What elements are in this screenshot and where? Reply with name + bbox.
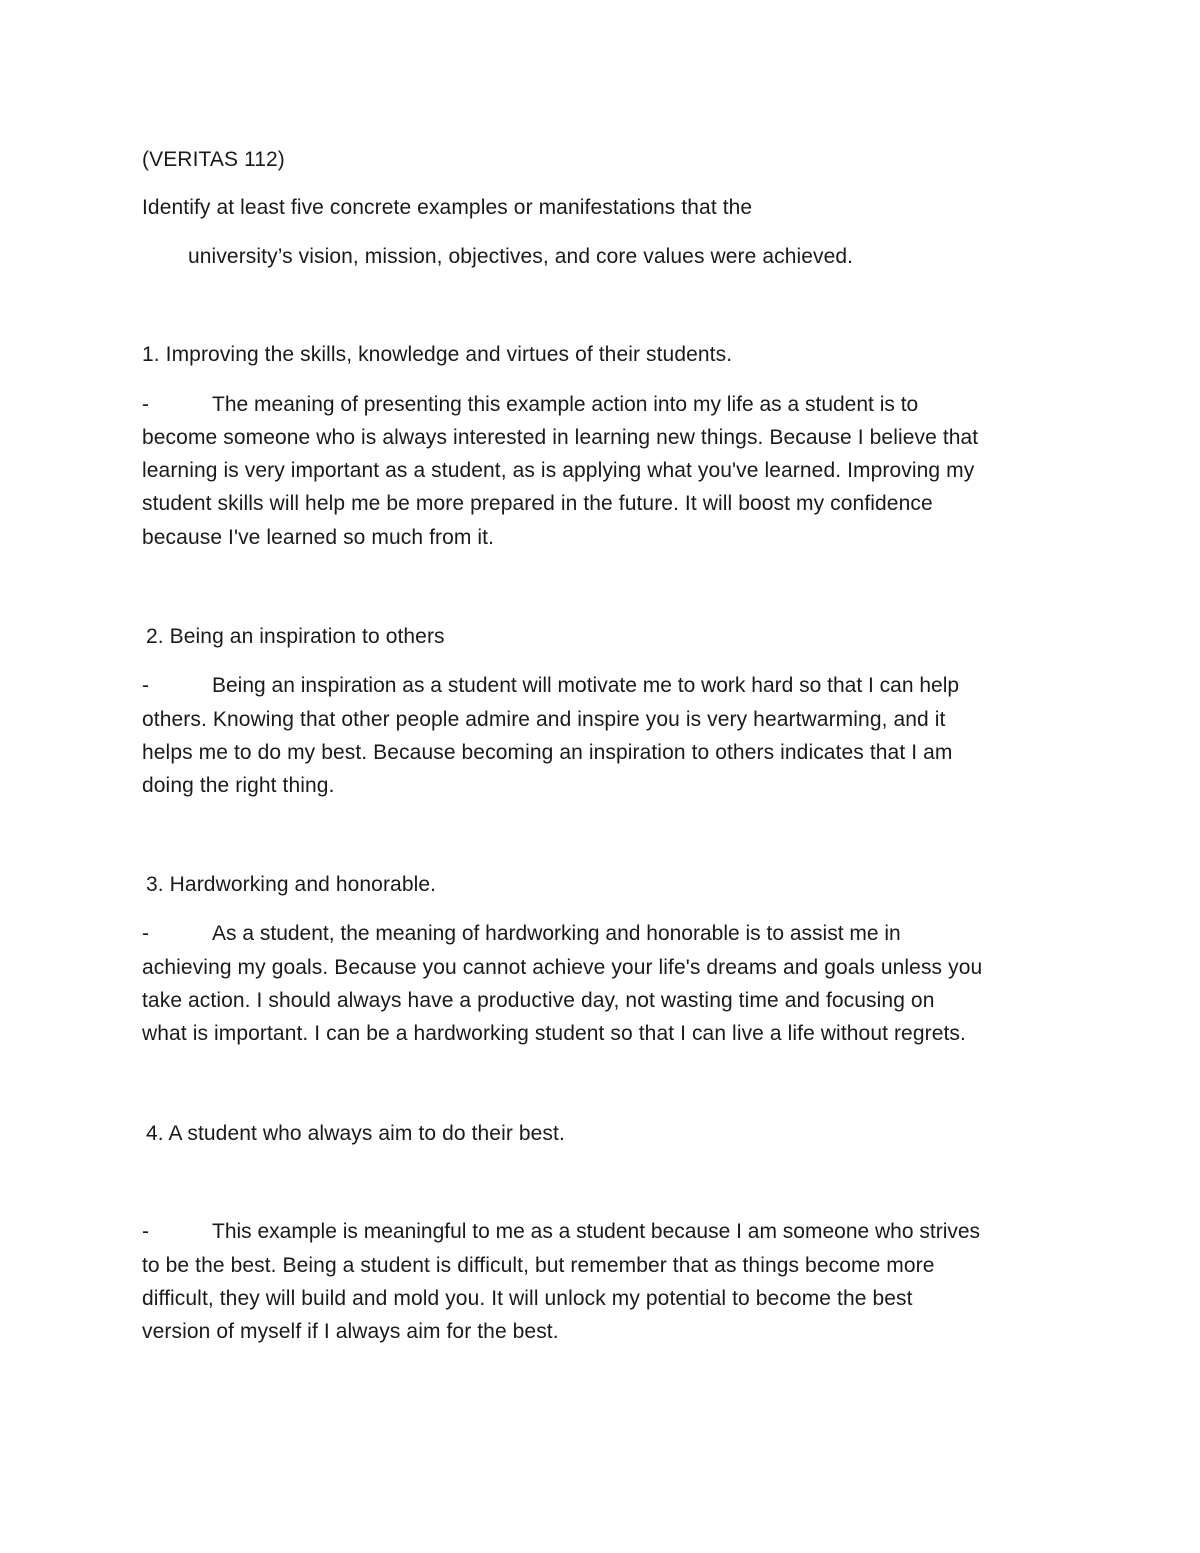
item-1-line-5: because I've learned so much from it. xyxy=(142,526,495,549)
item-2-line-2: others. Knowing that other people admire and inspire you is very heartwarming, and it xyxy=(142,708,946,731)
bullet-dash: - xyxy=(142,674,149,697)
item-3-line-3: take action. I should always have a productive day, not wasting time and focusing on xyxy=(142,989,935,1012)
item-3-line-1: As a student, the meaning of hardworking and honorable is to assist me in xyxy=(212,922,901,945)
item-2-line-3: helps me to do my best. Because becoming an inspiration to others indicates that I am xyxy=(142,741,953,764)
item-4-line-2: to be the best. Being a student is difficult, but remember that as things become more xyxy=(142,1254,935,1277)
item-1-first-line xyxy=(142,388,918,422)
bullet-dash: - xyxy=(142,393,149,416)
item-4-first-line xyxy=(142,1215,980,1249)
prompt-line-1: Identify at least five concrete examples or manifestations that the xyxy=(142,196,753,219)
prompt-line-2: university’s vision, mission, objectives, and core values were achieved. xyxy=(188,245,854,268)
item-2-line-4: doing the right thing. xyxy=(142,774,335,797)
item-heading-3: 3. Hardworking and honorable. xyxy=(146,873,437,896)
item-4-line-4: version of myself if I always aim for the best. xyxy=(142,1320,559,1343)
item-3-first-line xyxy=(142,917,901,951)
item-2-first-line xyxy=(142,669,959,703)
item-1-line-2: become someone who is always interested in learning new things. Because I believe that xyxy=(142,426,979,449)
item-1-line-4: student skills will help me be more prepared in the future. It will boost my confidence xyxy=(142,492,933,515)
bullet-dash: - xyxy=(142,1220,149,1243)
bullet-dash: - xyxy=(142,922,149,945)
item-3-line-4: what is important. I can be a hardworking student so that I can live a life without regrets. xyxy=(142,1022,966,1045)
item-4-line-1: This example is meaningful to me as a student because I am someone who strives xyxy=(212,1220,981,1243)
item-heading-1: 1. Improving the skills, knowledge and virtues of their students. xyxy=(142,343,733,366)
item-4-line-3: difficult, they will build and mold you. It will unlock my potential to become the best xyxy=(142,1287,913,1310)
item-1-line-1: The meaning of presenting this example action into my life as a student is to xyxy=(212,393,919,416)
course-code: (VERITAS 112) xyxy=(142,148,285,171)
item-1-line-3: learning is very important as a student, as is applying what you've learned. Improving my xyxy=(142,459,975,482)
item-heading-4: 4. A student who always aim to do their best. xyxy=(146,1122,565,1145)
item-2-line-1: Being an inspiration as a student will motivate me to work hard so that I can help xyxy=(212,674,960,697)
item-3-line-2: achieving my goals. Because you cannot achieve your life's dreams and goals unless you xyxy=(142,956,983,979)
item-heading-2: 2. Being an inspiration to others xyxy=(146,625,445,648)
